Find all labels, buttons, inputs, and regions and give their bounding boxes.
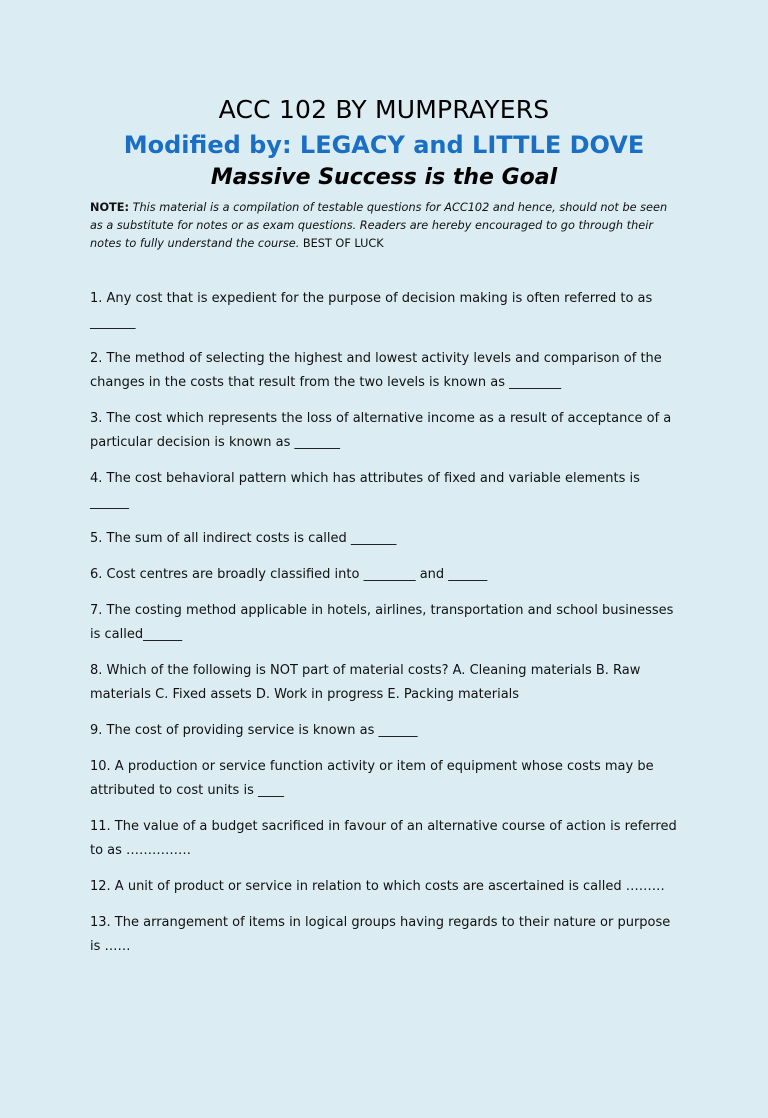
question-item: 13. The arrangement of items in logical groups having regards to their nature or purpose is …… (90, 915, 671, 954)
note-closing: BEST OF LUCK (302, 237, 384, 250)
document-title: ACC 102 BY MUMPRAYERS (218, 95, 550, 124)
question-item: 6. Cost centres are broadly classified into ________ and ______ (90, 567, 488, 582)
question-item: 3. The cost which represents the loss of alternative income as a result of acceptance of a particular decision is known as _______ (90, 411, 672, 450)
document-subtitle: Modified by: LEGACY and LITTLE DOVE (123, 131, 645, 159)
question-item: 1. Any cost that is expedient for the purpose of decision making is often referred to as _______ (90, 291, 653, 330)
question-item: 12. A unit of product or service in relation to which costs are ascertained is called ……… (90, 879, 665, 894)
question-item: 8. Which of the following is NOT part of material costs? A. Cleaning materials B. Raw materials C. Fixed assets D. Work in progress E. Packing materials (90, 663, 641, 702)
question-item: 2. The method of selecting the highest and lowest activity levels and comparison of the changes in the costs that result from the two levels is known as ________ (90, 351, 662, 390)
question-list (90, 287, 678, 959)
question-item: 11. The value of a budget sacrificed in favour of an alternative course of action is referred to as …………… (90, 819, 677, 858)
note-body: This material is a compilation of testable questions for ACC102 and hence, should not be seen as a substitute for notes or as exam questions. Readers are hereby encouraged to go through their notes to fully understand the course. (90, 201, 668, 250)
question-item: 9. The cost of providing service is known as ______ (90, 723, 418, 738)
question-item: 5. The sum of all indirect costs is called _______ (90, 531, 397, 546)
question-item: 7. The costing method applicable in hotels, airlines, transportation and school businesses is called______ (90, 603, 674, 642)
document-page (0, 94, 768, 1118)
document-tagline: Massive Success is the Goal (210, 165, 558, 190)
note-label: NOTE: (90, 201, 129, 214)
question-item: 4. The cost behavioral pattern which has attributes of fixed and variable elements is ______ (90, 471, 640, 510)
note-paragraph (90, 199, 678, 253)
question-item: 10. A production or service function activity or item of equipment whose costs may be attributed to cost units is ____ (90, 759, 654, 798)
